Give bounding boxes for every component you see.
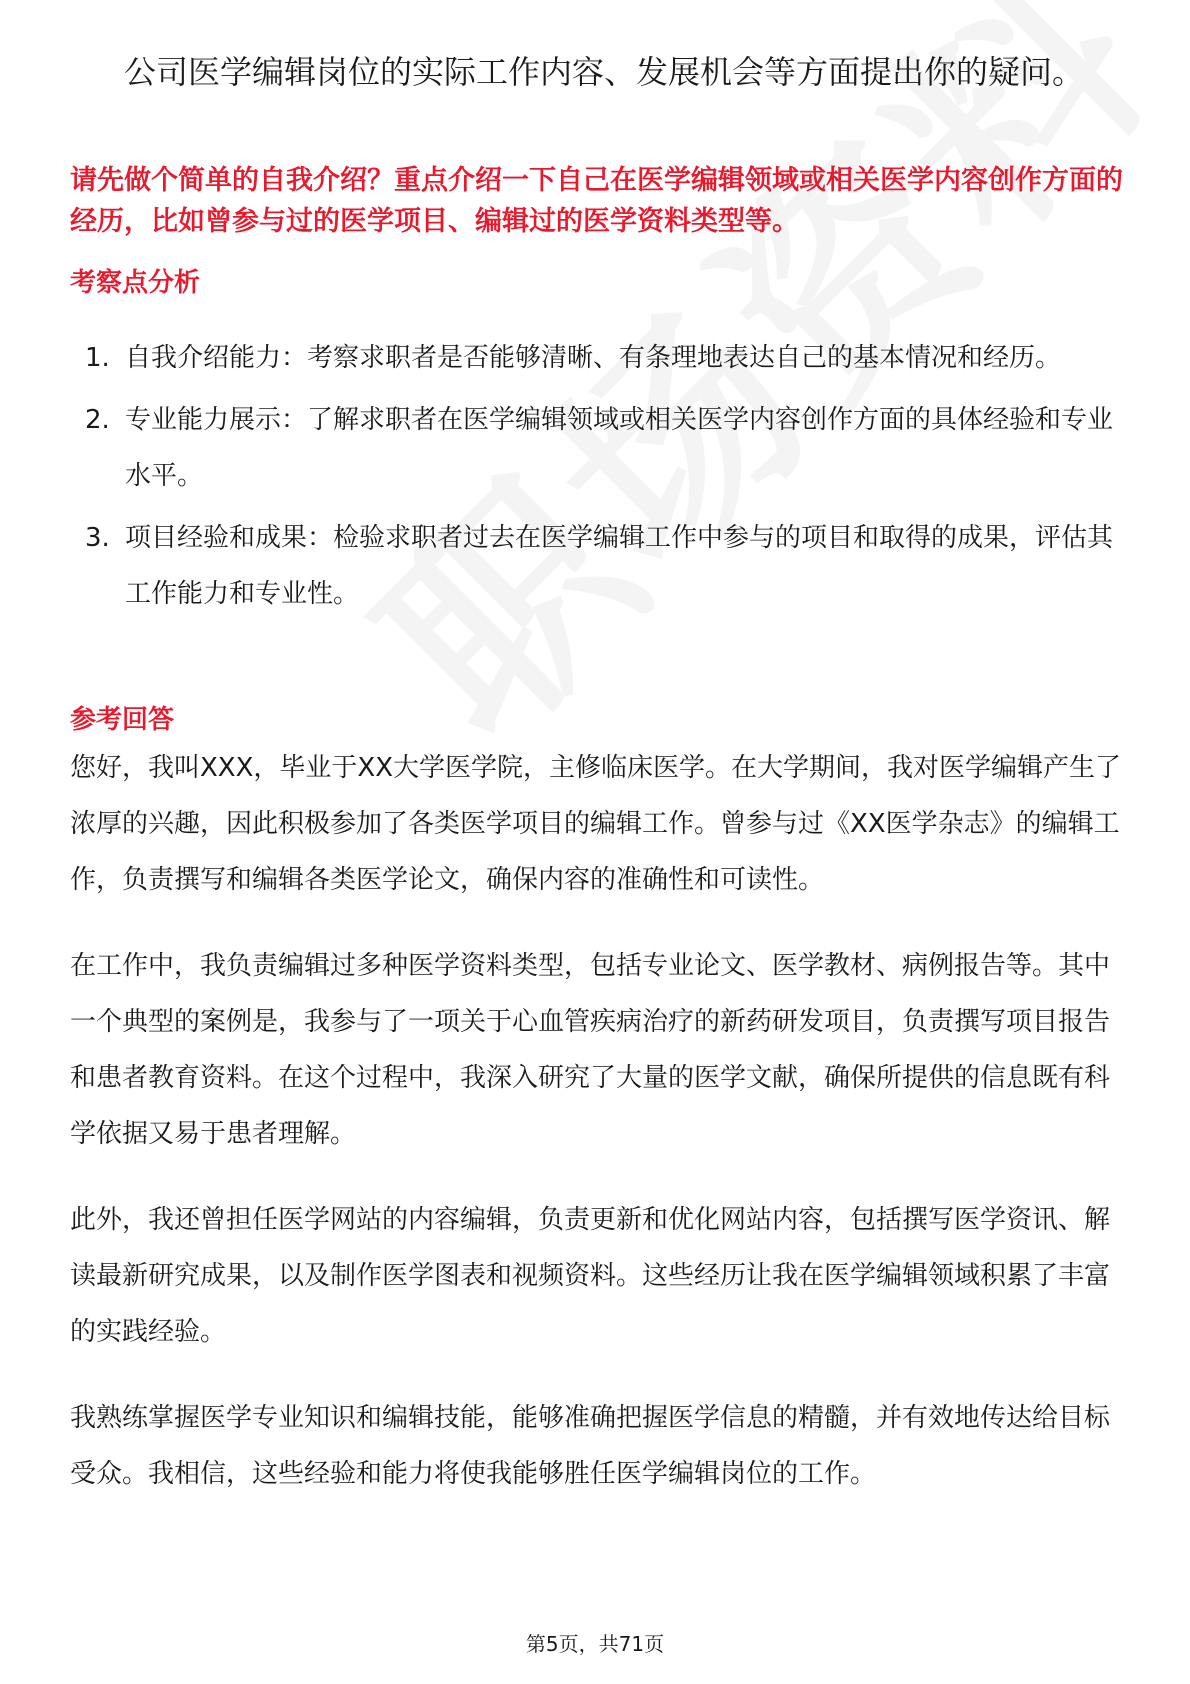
intro-paragraph: 公司医学编辑岗位的实际工作内容、发展机会等方面提出你的疑问。 (124, 53, 1085, 91)
analysis-point (85, 510, 1130, 622)
point-number: 3. (85, 523, 110, 553)
answer-paragraph: 我熟练掌握医学专业知识和编辑技能，能够准确把握医学信息的精髓，并有效地传达给目标受众。我相信，这些经验和能力将使我能够胜任医学编辑岗位的工作。 (70, 1403, 1111, 1489)
analysis-points-list (85, 330, 1130, 628)
point-text: 自我介绍能力：考察求职者是否能够清晰、有条理地表达自己的基本情况和经历。 (125, 343, 1062, 373)
page-number-footer: 第5页，共71页 (525, 1632, 665, 1656)
analysis-point (85, 330, 1130, 386)
interview-question: 请先做个简单的自我介绍？重点介绍一下自己在医学编辑领域或相关医学内容创作方面的经历，比如曾参与过的医学项目、编辑过的医学资料类型等。 (70, 165, 1123, 237)
point-number: 2. (85, 405, 110, 435)
answer-paragraph: 在工作中，我负责编辑过多种医学资料类型，包括专业论文、医学教材、病例报告等。其中一个典型的案例是，我参与了一项关于心血管疾病治疗的新药研发项目，负责撰写项目报告和患者教育资料。在这个过程中，我深入研究了大量的医学文献，确保所提供的信息既有科学依据又易于患者理解。 (70, 951, 1111, 1149)
point-number: 1. (85, 343, 110, 373)
point-text: 项目经验和成果：检验求职者过去在医学编辑工作中参与的项目和取得的成果，评估其工作能力和专业性。 (125, 523, 1114, 609)
analysis-heading: 考察点分析 (70, 268, 201, 298)
answer-paragraph: 此外，我还曾担任医学网站的内容编辑，负责更新和优化网站内容，包括撰写医学资讯、解读最新研究成果，以及制作医学图表和视频资料。这些经历让我在医学编辑领域积累了丰富的实践经验。 (70, 1205, 1111, 1347)
analysis-point (85, 392, 1130, 504)
answer-paragraph: 您好，我叫XXX，毕业于XX大学医学院，主修临床医学。在大学期间，我对医学编辑产生了浓厚的兴趣，因此积极参加了各类医学项目的编辑工作。曾参与过《XX医学杂志》的编辑工作，负责撰写和编辑各类医学论文，确保内容的准确性和可读性。 (70, 753, 1122, 895)
answer-body (70, 740, 1130, 1532)
point-text: 专业能力展示：了解求职者在医学编辑领域或相关医学内容创作方面的具体经验和专业水平。 (125, 405, 1114, 491)
answer-heading: 参考回答 (70, 705, 175, 735)
